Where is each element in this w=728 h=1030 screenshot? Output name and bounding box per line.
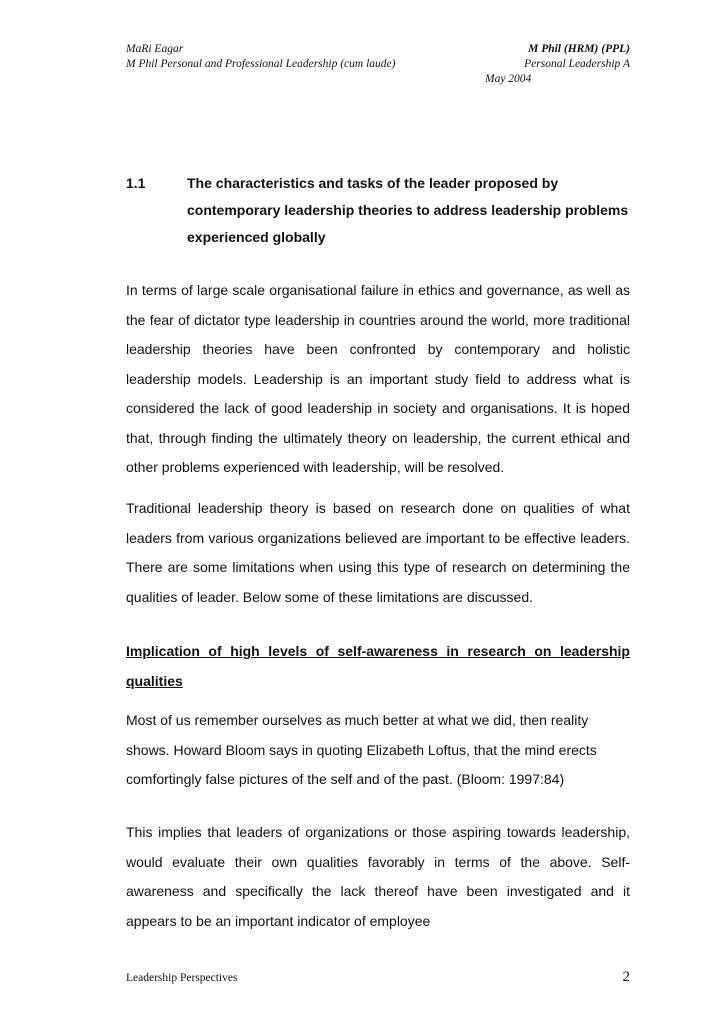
page-header (126, 42, 630, 85)
header-degree-code: M Phil (HRM) (PPL) (528, 43, 630, 55)
subheading-self-awareness: Implication of high levels of self-awareness in research on leadership qualities (126, 643, 630, 689)
paragraph-bloom-quote: Most of us remember ourselves as much better at what we did, then reality shows. Howard Bloom says in quoting Elizabeth Loftus, that the mind erects comfortingly false pictures of the self and of the past. (Bloom: 1997:84) (126, 712, 597, 787)
header-author: MaRi Eagar (126, 43, 184, 55)
paragraph-intro: In terms of large scale organisational failure in ethics and governance, as well as the fear of dictator type leadership in countries around the world, more traditional leadership theories have been confronted by contemporary and holistic leadership models. Leadership is an important study field to address what is considered the lack of good leadership in society and organisations. It is hoped that, through finding the ultimately theory on leadership, the current ethical and other problems experienced with leadership, will be resolved. (126, 282, 630, 475)
section-heading (126, 170, 630, 251)
page-footer (126, 969, 630, 986)
header-program: M Phil Personal and Professional Leadership (cum laude) (126, 58, 396, 70)
paragraph-implications: This implies that leaders of organizations or those aspiring towards leadership, would evaluate their own qualities favorably in terms of the above. Self-awareness and specifically the lack thereof have been investigated and it appears to be an important indicator of employee (126, 824, 630, 929)
footer-title: Leadership Perspectives (126, 972, 238, 984)
section-number: 1.1 (126, 175, 146, 191)
header-course: Personal Leadership A (524, 58, 630, 70)
page-number: 2 (622, 969, 630, 985)
section-title: The characteristics and tasks of the leader proposed by contemporary leadership theories to address leadership problems experienced globally (187, 175, 629, 245)
header-date: May 2004 (485, 73, 532, 85)
paragraph-traditional-theory: Traditional leadership theory is based on research done on qualities of what leaders from various organizations believed are important to be effective leaders. There are some limitations when using this type of research on determining the qualities of leader. Below some of these limitations are discussed. (126, 500, 630, 605)
